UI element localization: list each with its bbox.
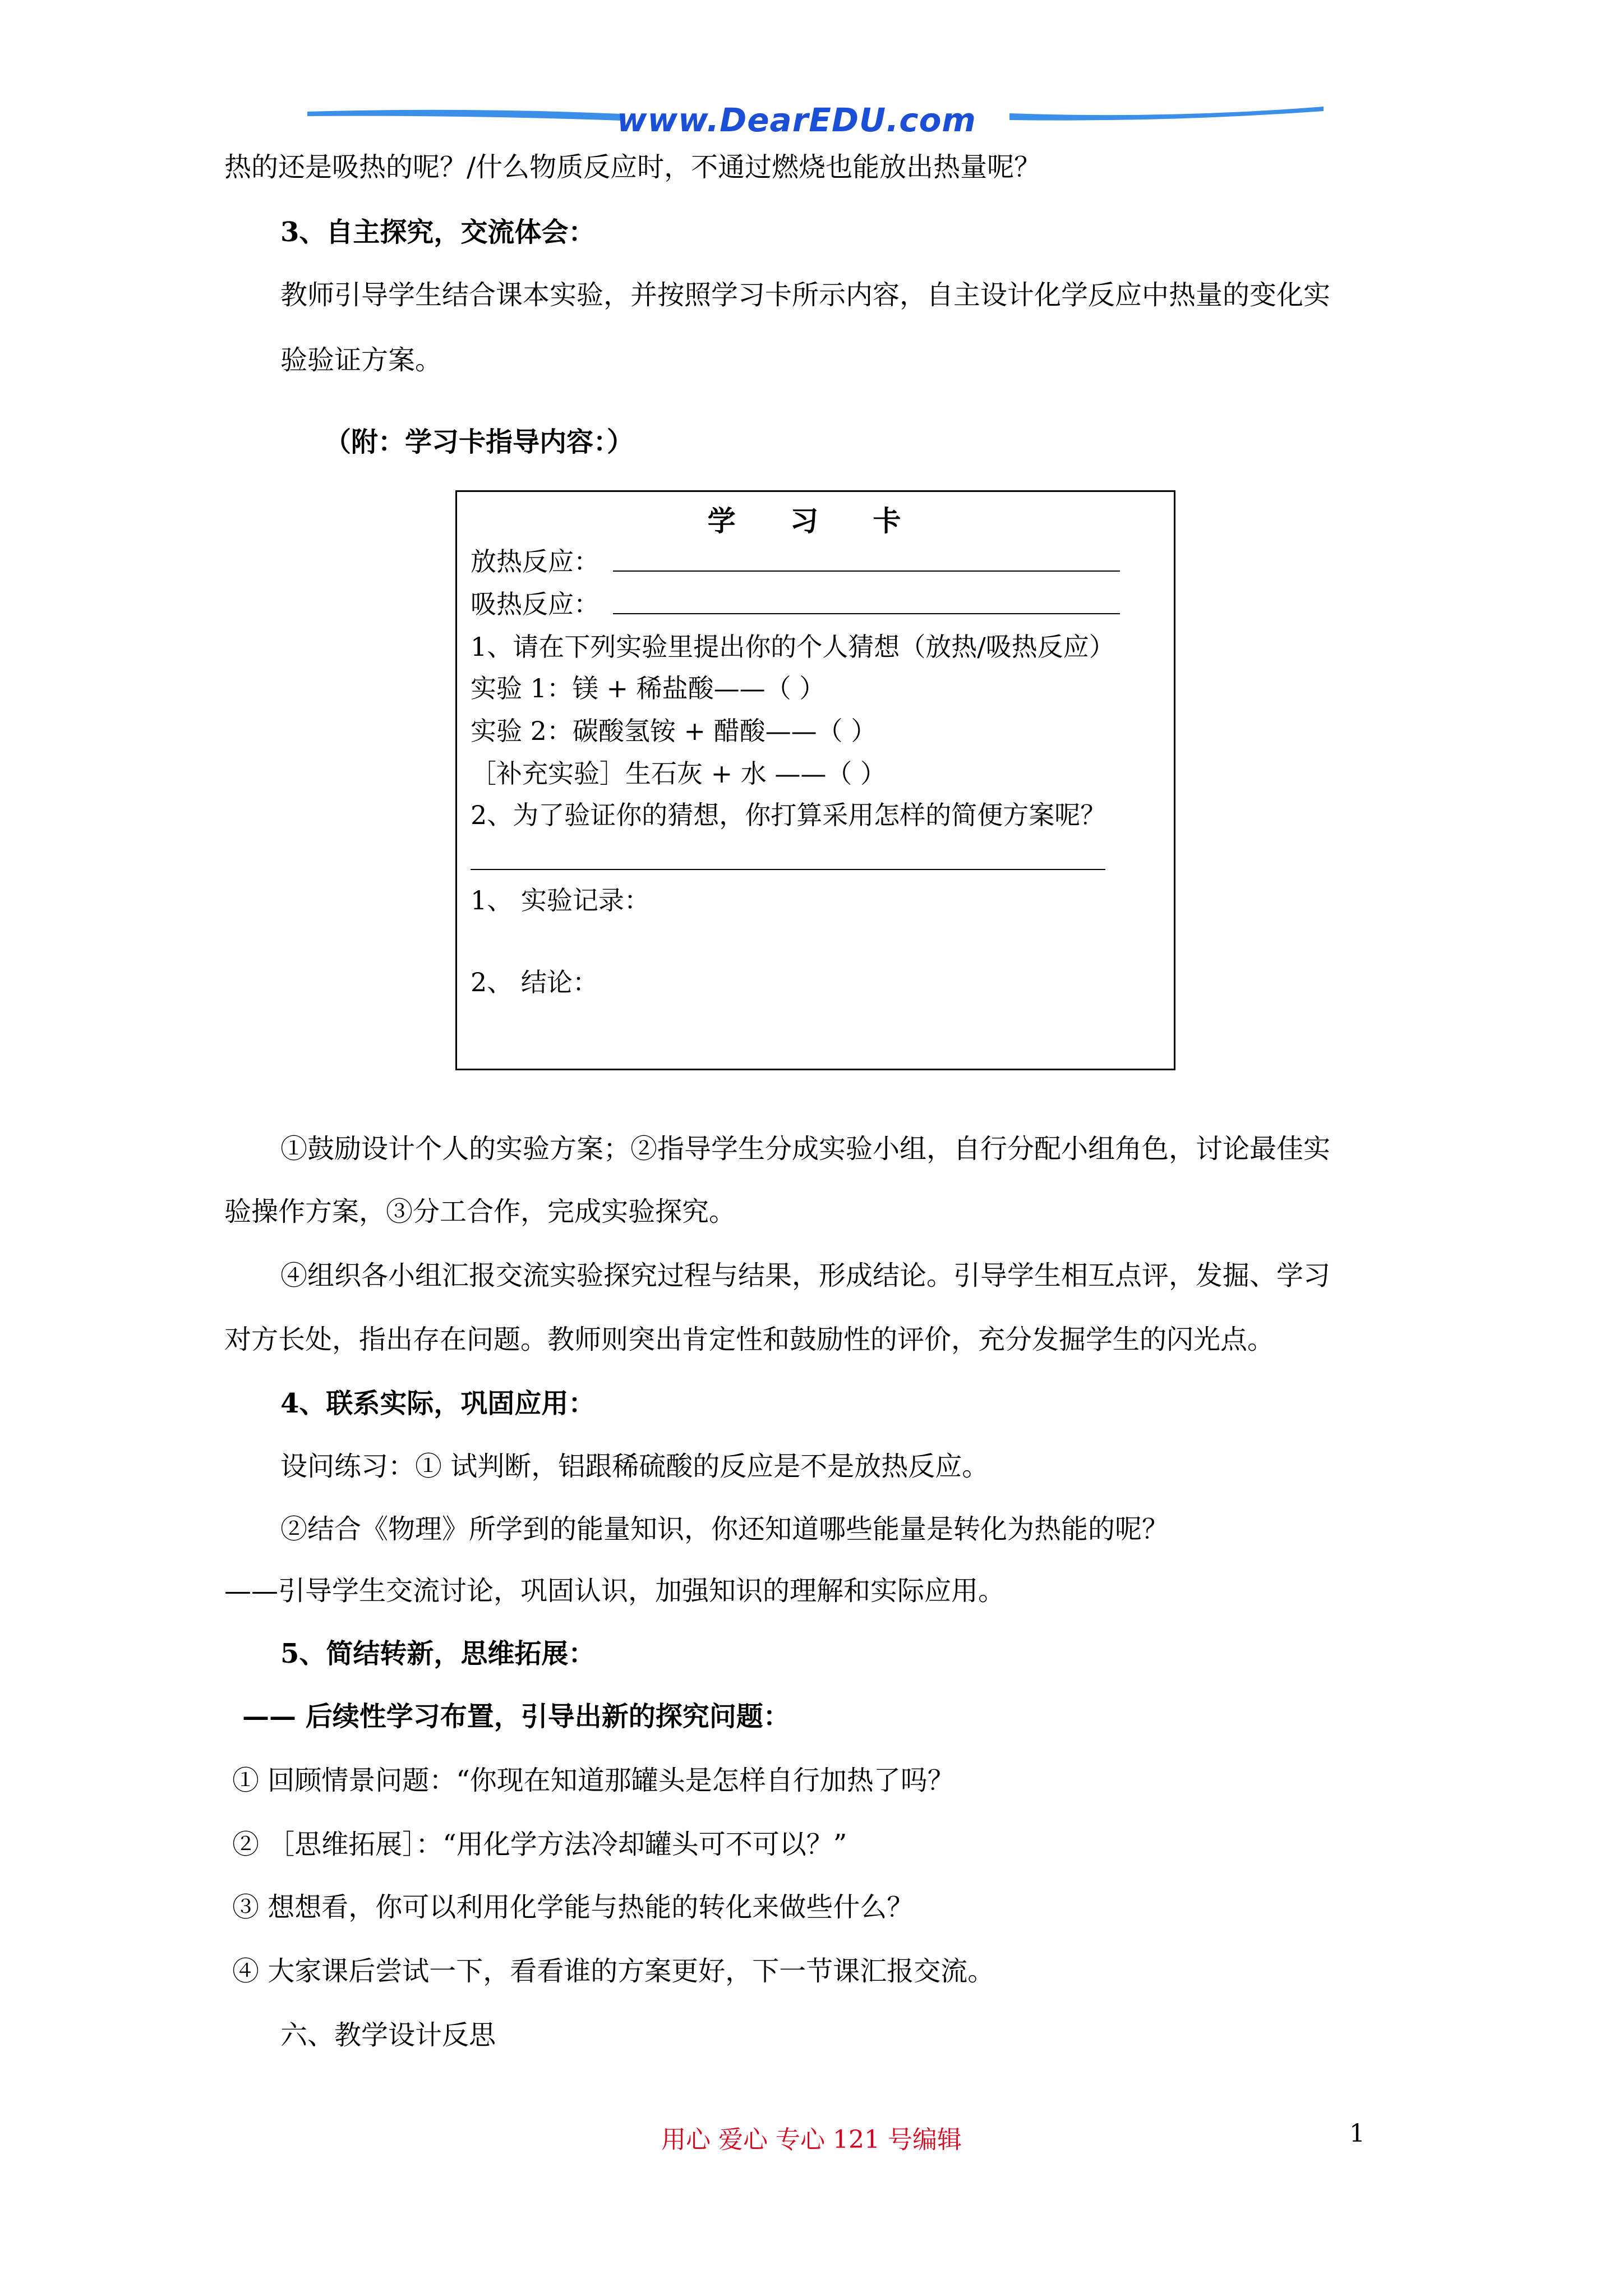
page-number: 1 [1349,2119,1365,2148]
list-item: ③ 想想看，你可以利用化学能与热能的转化来做些什么？ [232,1892,914,1923]
paragraph-line: ④组织各小组汇报交流实验探究过程与结果，形成结论。引导学生相互点评，发掘、学习 [280,1260,1331,1291]
card-endothermic-label: 吸热反应： [471,589,600,619]
paragraph-line: 对方长处，指出存在问题。教师则突出肯定性和鼓励性的评价，充分发掘学生的闪光点。 [224,1324,1275,1355]
header-banner-right [1009,105,1324,122]
paragraph-line: ①鼓励设计个人的实验方案；②指导学生分成实验小组，自行分配小组角色，讨论最佳实 [280,1133,1331,1165]
plan-answer-line[interactable] [471,869,1105,870]
section-heading-4: 4、联系实际，巩固应用： [280,1388,596,1419]
list-item: ① 回顾情景问题：“你现在知道那罐头是怎样自行加热了吗？ [232,1765,955,1796]
card-supplementary-experiment: ［补充实验］生石灰 + 水 ——（ ） [471,758,887,789]
card-exothermic-label: 放热反应： [471,546,600,577]
paragraph-continuation: 热的还是吸热的呢？/什么物质反应时，不通过燃烧也能放出热量呢？ [224,151,1041,183]
header-banner-left [307,108,621,123]
card-experiment-1: 实验 1：镁 + 稀盐酸——（ ） [471,673,826,703]
list-item: ② ［思维拓展］：“用化学方法冷却罐头可不可以？” [232,1829,847,1860]
card-conclusion: 2、 结论： [471,967,598,997]
attachment-note: （附：学习卡指导内容：） [324,426,634,458]
card-experiment-record: 1、 实验记录： [471,885,650,915]
section-heading-3: 3、自主探究，交流体会： [280,217,596,248]
card-question-2: 2、为了验证你的猜想，你打算采用怎样的简便方案呢？ [471,800,1106,830]
exothermic-answer-line[interactable] [613,570,1120,572]
endothermic-answer-line[interactable] [613,613,1120,614]
footer-editor-note: 用心 爱心 专心 121 号编辑 [661,2125,962,2154]
paragraph-line: 验操作方案，③分工合作，完成实验探究。 [224,1196,736,1227]
paragraph-line: 验验证方案。 [280,344,442,376]
study-card [455,490,1175,1070]
study-card-title: 学 习 卡 [707,504,924,537]
site-logo[interactable]: www.DearEDU.com [617,101,976,139]
card-question-1: 1、请在下列实验里提出你的个人猜想（放热/吸热反应） [471,632,1115,662]
paragraph-line: ②结合《物理》所学到的能量知识，你还知道哪些能量是转化为热能的呢？ [280,1513,1169,1545]
paragraph-line: ——引导学生交流讨论，巩固认识，加强知识的理解和实际应用。 [224,1575,1006,1607]
paragraph-line: 设问练习：① 试判断，铝跟稀硫酸的反应是不是放热反应。 [280,1451,989,1482]
paragraph-line: 教师引导学生结合课本实验，并按照学习卡所示内容，自主设计化学反应中热量的变化实 [280,279,1331,311]
card-experiment-2: 实验 2：碳酸氢铵 + 醋酸——（ ） [471,716,877,746]
section-subheading: —— 后续性学习布置，引导出新的探究问题： [242,1701,790,1732]
section-heading-6: 六、教学设计反思 [280,2019,496,2051]
section-heading-5: 5、简结转新，思维拓展： [280,1638,596,1669]
list-item: ④ 大家课后尝试一下，看看谁的方案更好，下一节课汇报交流。 [232,1955,995,1987]
